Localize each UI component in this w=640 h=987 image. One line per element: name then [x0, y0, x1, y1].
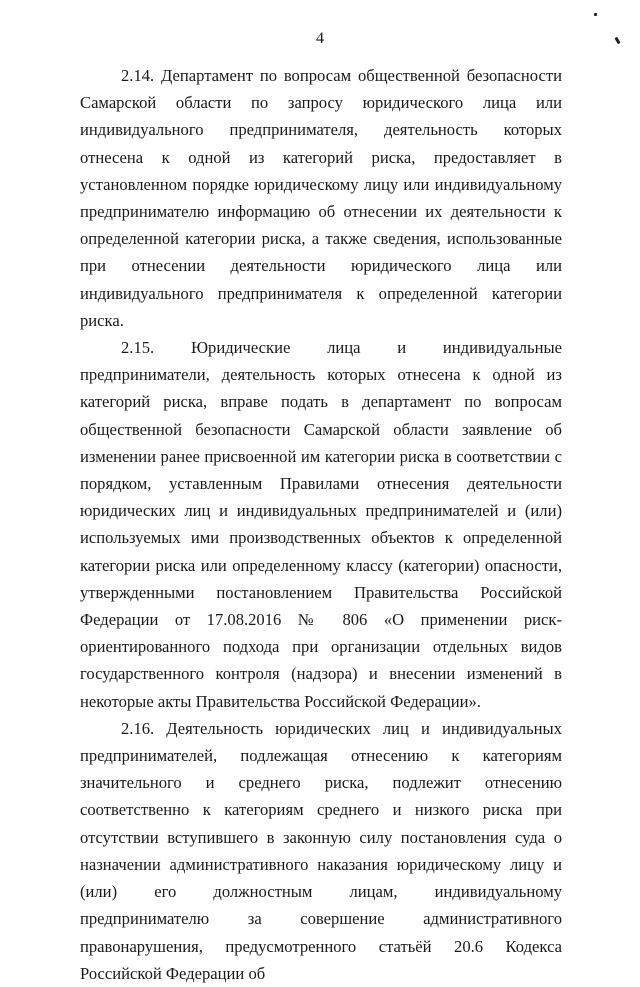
scan-speck-mark [594, 13, 597, 16]
page-number: 4 [316, 30, 324, 47]
document-body [80, 62, 562, 987]
paragraph-2-16: 2.16. Деятельность юридических лиц и индивидуальных предпринимателей, подлежащая отнесению к категориям значительного и среднего риска, подлежит отнесению соответственно к категориям среднего и низкого риска при отсутствии вступившего в законную силу постановления суда о назначении административного наказания юридическому лицу и (или) его должностным лицам, индивидуальному предпринимателю за совершение административного правонарушения, предусмотренного статьёй 20.6 Кодекса Российской Федерации об [80, 718, 562, 983]
paragraph-2-14: 2.14. Департамент по вопросам общественной безопасности Самарской области по запросу юридического лица или индивидуального предпринимателя, деятельность которых отнесена к одной из категорий риска, предоставляет в установленном порядке юридическому лицу или индивидуальному предпринимателю информацию об отнесении их деятельности к определенной категории риска, а также сведения, использованные при отнесении деятельности юридического лица или индивидуального предпринимателя к определенной категории риска. [80, 66, 562, 330]
paragraph-2-15: 2.15. Юридические лица и индивидуальные предприниматели, деятельность которых отнесена к одной из категорий риска, вправе подать в департамент по вопросам общественной безопасности Самарской области заявление об изменении ранее присвоенной им категории риска в соответствии с порядком, уставленным Правилами отнесения деятельности юридических лиц и индивидуальных предпринимателей и (или) используемых ими производственных объектов к определенной категории риска или определенному классу (категории) опасности, утвержденными постановлением Правительства Российской Федерации от 17.08.2016 № 806 «О применении риск-ориентированного подхода при организации отдельных видов государственного контроля (надзора) и внесении изменений в некоторые акты Правительства Российской Федерации». [80, 338, 562, 711]
